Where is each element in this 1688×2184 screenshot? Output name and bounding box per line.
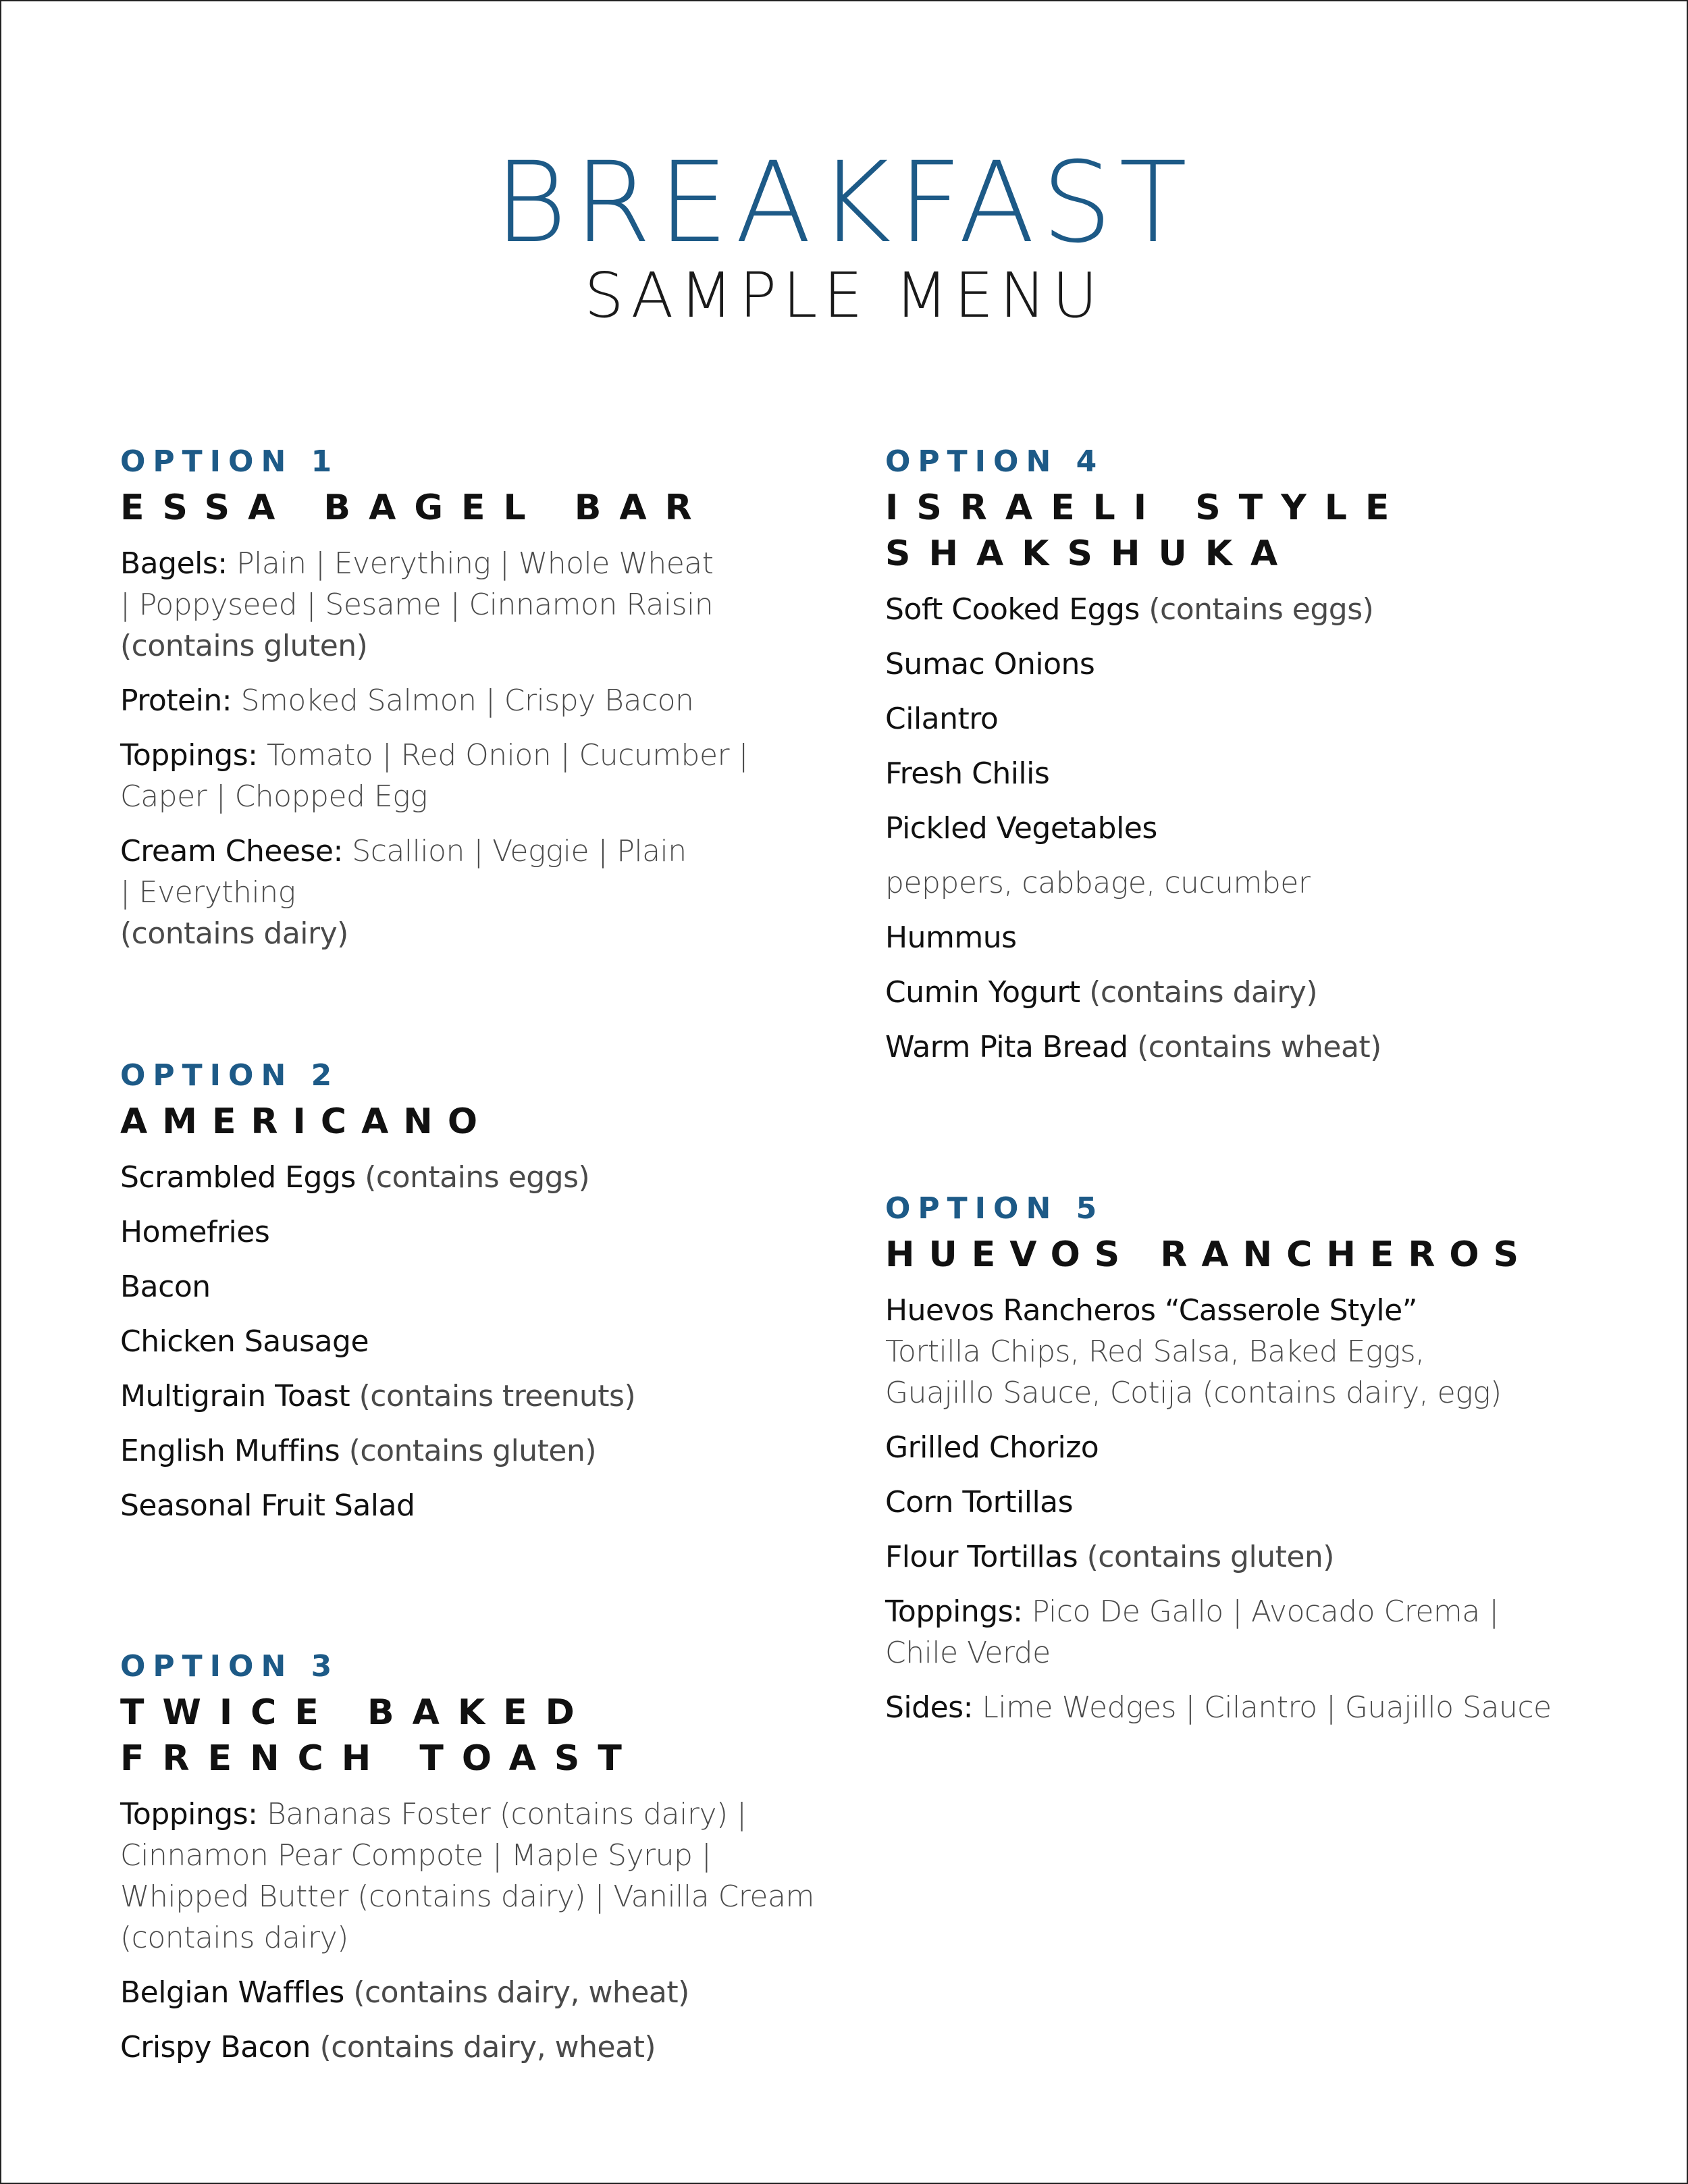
option-name-line-2: FRENCH TOAST — [120, 1738, 640, 1779]
item-note: (contains wheat) — [1137, 1030, 1381, 1064]
item-label: Toppings: — [120, 1797, 258, 1831]
option-name: ESSA BAGEL BAR — [120, 488, 710, 528]
menu-item — [885, 917, 1594, 958]
item-label: Grilled Chorizo — [885, 1430, 1099, 1465]
item-label: Protein: — [120, 683, 232, 718]
option-4-section — [885, 442, 1594, 1081]
option-3-section — [120, 1646, 814, 2081]
item-label: Cumin Yogurt — [885, 975, 1080, 1010]
item-desc: Pico De Gallo | Avocado Crema | Chile Verde — [885, 1594, 1499, 1670]
menu-subtitle: SAMPLE MENU — [584, 259, 1104, 332]
item-label: Chicken Sausage — [120, 1324, 369, 1359]
item-note: (contains gluten) — [120, 629, 368, 663]
menu-item — [120, 1212, 795, 1253]
option-name: AMERICANO — [120, 1101, 493, 1142]
item-desc: Plain | Everything | Whole Wheat | Poppyseed | Sesame | Cinnamon Raisin — [120, 546, 714, 622]
item-label: Seasonal Fruit Salad — [120, 1488, 415, 1523]
option-1-section — [120, 442, 795, 968]
menu-item — [885, 698, 1594, 739]
menu-item — [120, 831, 701, 954]
menu-item — [120, 2027, 795, 2068]
menu-item — [885, 1482, 1567, 1523]
item-desc: Lime Wedges | Cilantro | Guajillo Sauce — [982, 1690, 1552, 1725]
menu-item — [120, 735, 768, 817]
menu-item — [120, 1485, 795, 1526]
item-label: Sumac Onions — [885, 647, 1095, 681]
item-desc: Scallion | Veggie | Plain | Everything — [120, 834, 687, 910]
item-label: Soft Cooked Eggs — [885, 592, 1140, 627]
menu-item — [120, 680, 795, 721]
item-note: (contains dairy) — [120, 916, 348, 951]
item-label: Corn Tortillas — [885, 1485, 1074, 1519]
item-label: Sides: — [885, 1690, 973, 1725]
menu-item — [885, 1427, 1567, 1468]
menu-item — [120, 543, 728, 667]
option-label: OPTION 1 — [120, 444, 340, 479]
item-label: Cilantro — [885, 702, 999, 736]
item-label: English Muffins — [120, 1434, 340, 1468]
item-label: Belgian Waffles — [120, 1975, 344, 2010]
item-note: (contains eggs) — [1149, 592, 1374, 627]
menu-title: BREAKFAST — [494, 138, 1194, 267]
item-label: Bacon — [120, 1270, 211, 1304]
menu-item — [885, 972, 1594, 1013]
item-label: Hummus — [885, 920, 1017, 955]
menu-item — [885, 1026, 1594, 1068]
item-label: Crispy Bacon — [120, 2030, 311, 2064]
item-desc: Tomato | Red Onion | Cucumber | Caper | Chopped Egg — [120, 738, 748, 814]
item-note: (contains gluten) — [1086, 1540, 1334, 1574]
menu-item — [885, 1536, 1567, 1578]
item-note: (contains treenuts) — [359, 1379, 636, 1413]
menu-item — [120, 1157, 795, 1198]
item-note: (contains dairy) — [1089, 975, 1317, 1010]
item-note: (contains dairy, wheat) — [319, 2030, 656, 2064]
item-desc: Tortilla Chips, Red Salsa, Baked Eggs, Guajillo Sauce, Cotija (contains dairy, egg) — [885, 1334, 1502, 1410]
option-2-section — [120, 1056, 795, 1540]
menu-item — [885, 808, 1594, 849]
item-note: (contains gluten) — [348, 1434, 597, 1468]
item-label: Warm Pita Bread — [885, 1030, 1128, 1064]
item-label: Huevos Rancheros “Casserole Style” — [885, 1293, 1417, 1328]
item-note: (contains eggs) — [365, 1160, 590, 1195]
menu-item — [120, 1972, 795, 2013]
option-label: OPTION 2 — [120, 1058, 340, 1093]
item-label: Multigrain Toast — [120, 1379, 350, 1413]
item-label: Bagels: — [120, 546, 228, 581]
menu-item — [885, 1591, 1506, 1673]
item-desc: Smoked Salmon | Crispy Bacon — [240, 683, 694, 718]
option-name-line-1: ISRAELI STYLE — [885, 488, 1408, 528]
item-label: Cream Cheese: — [120, 834, 343, 868]
menu-item — [885, 1290, 1540, 1413]
menu-item — [120, 1266, 795, 1307]
item-label: Homefries — [120, 1215, 270, 1249]
item-desc: peppers, cabbage, cucumber — [885, 866, 1311, 900]
menu-item — [885, 589, 1594, 630]
item-label: Toppings: — [120, 738, 258, 773]
item-desc: Bananas Foster (contains dairy) | Cinnamon Pear Compote | Maple Syrup | Whipped Butter (contains dairy) | Vanilla Cream (contains dairy) — [120, 1797, 814, 1955]
option-label: OPTION 5 — [885, 1191, 1105, 1226]
option-name: HUEVOS RANCHEROS — [885, 1234, 1533, 1275]
menu-item — [120, 1430, 795, 1472]
menu-item — [885, 862, 1594, 904]
item-label: Fresh Chilis — [885, 756, 1050, 791]
option-name-line-2: SHAKSHUKA — [885, 534, 1296, 574]
item-label: Scrambled Eggs — [120, 1160, 356, 1195]
menu-item — [885, 644, 1594, 685]
option-5-section — [885, 1189, 1567, 1742]
option-label: OPTION 3 — [120, 1649, 340, 1684]
menu-item — [120, 1794, 816, 1958]
option-name-line-1: TWICE BAKED — [120, 1692, 593, 1733]
menu-item — [120, 1376, 795, 1417]
menu-item — [885, 753, 1594, 794]
item-label: Pickled Vegetables — [885, 811, 1157, 846]
item-label: Toppings: — [885, 1594, 1023, 1629]
menu-item — [885, 1687, 1567, 1728]
option-label: OPTION 4 — [885, 444, 1105, 479]
item-note: (contains dairy, wheat) — [353, 1975, 689, 2010]
menu-item — [120, 1321, 795, 1362]
item-label: Flour Tortillas — [885, 1540, 1078, 1574]
